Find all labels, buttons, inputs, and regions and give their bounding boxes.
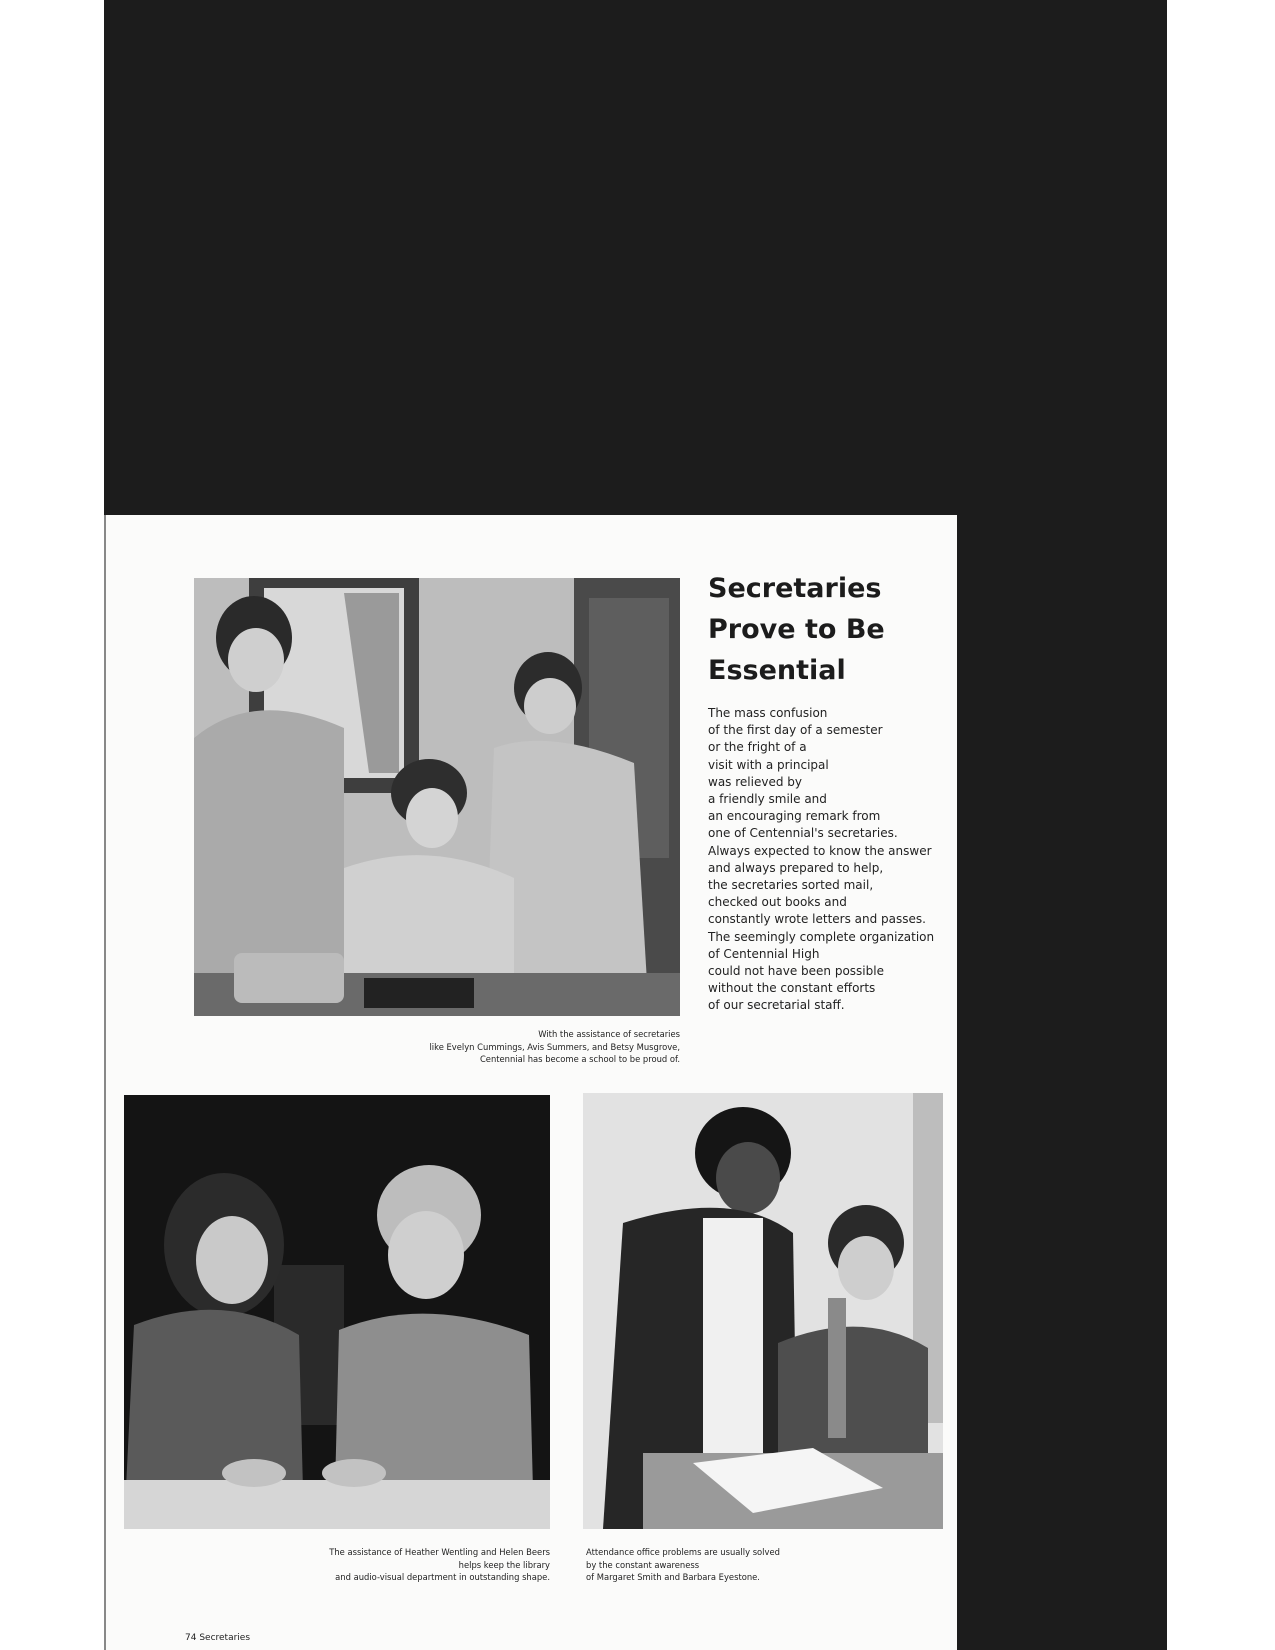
headline-line: Prove to Be [708,614,885,645]
caption-top-photo [380,1028,680,1066]
caption-line: by the constant awareness [586,1559,700,1570]
body-line: of the first day of a semester [708,723,883,738]
page-folio: 74 Secretaries [185,1633,251,1643]
body-line: visit with a principal [708,757,829,772]
photo-library-staff [124,1095,550,1529]
body-line: and always prepared to help, [708,860,884,875]
body-line: checked out books and [708,895,847,910]
article-body [708,705,953,1015]
photo-three-secretaries [194,578,680,1016]
photo-attendance-office [583,1093,943,1529]
body-line: constantly wrote letters and passes. [708,912,926,927]
body-line: or the fright of a [708,740,807,755]
body-line: The seemingly complete organization [708,929,935,944]
caption-bottom-right-photo [586,1546,906,1584]
body-line: the secretaries sorted mail, [708,878,874,893]
body-line: was relieved by [708,774,802,789]
scan-background-right [957,0,1167,1650]
caption-line: helps keep the library [458,1559,550,1570]
body-line: one of Centennial's secretaries. [708,826,898,841]
body-line: of our secretarial staff. [708,998,845,1013]
body-line: an encouraging remark from [708,809,881,824]
headline-line: Essential [708,655,846,686]
body-line: a friendly smile and [708,792,827,807]
body-line: without the constant efforts [708,981,876,996]
caption-line: and audio-visual department in outstanding shape. [335,1572,550,1583]
body-line: of Centennial High [708,946,820,961]
caption-line: Attendance office problems are usually solved [586,1547,780,1557]
caption-line: like Evelyn Cummings, Avis Summers, and Betsy Musgrove, [429,1041,680,1052]
caption-bottom-left-photo [250,1546,550,1584]
caption-line: Centennial has become a school to be proud of. [479,1054,680,1065]
headline-line: Secretaries [708,573,882,604]
body-line: could not have been possible [708,964,884,979]
body-line: Always expected to know the answer [708,843,932,858]
article-headline [708,568,948,691]
caption-line: With the assistance of secretaries [538,1029,680,1039]
caption-line: The assistance of Heather Wentling and Helen Beers [329,1547,550,1557]
caption-line: of Margaret Smith and Barbara Eyestone. [586,1572,760,1583]
body-line: The mass confusion [708,706,828,720]
